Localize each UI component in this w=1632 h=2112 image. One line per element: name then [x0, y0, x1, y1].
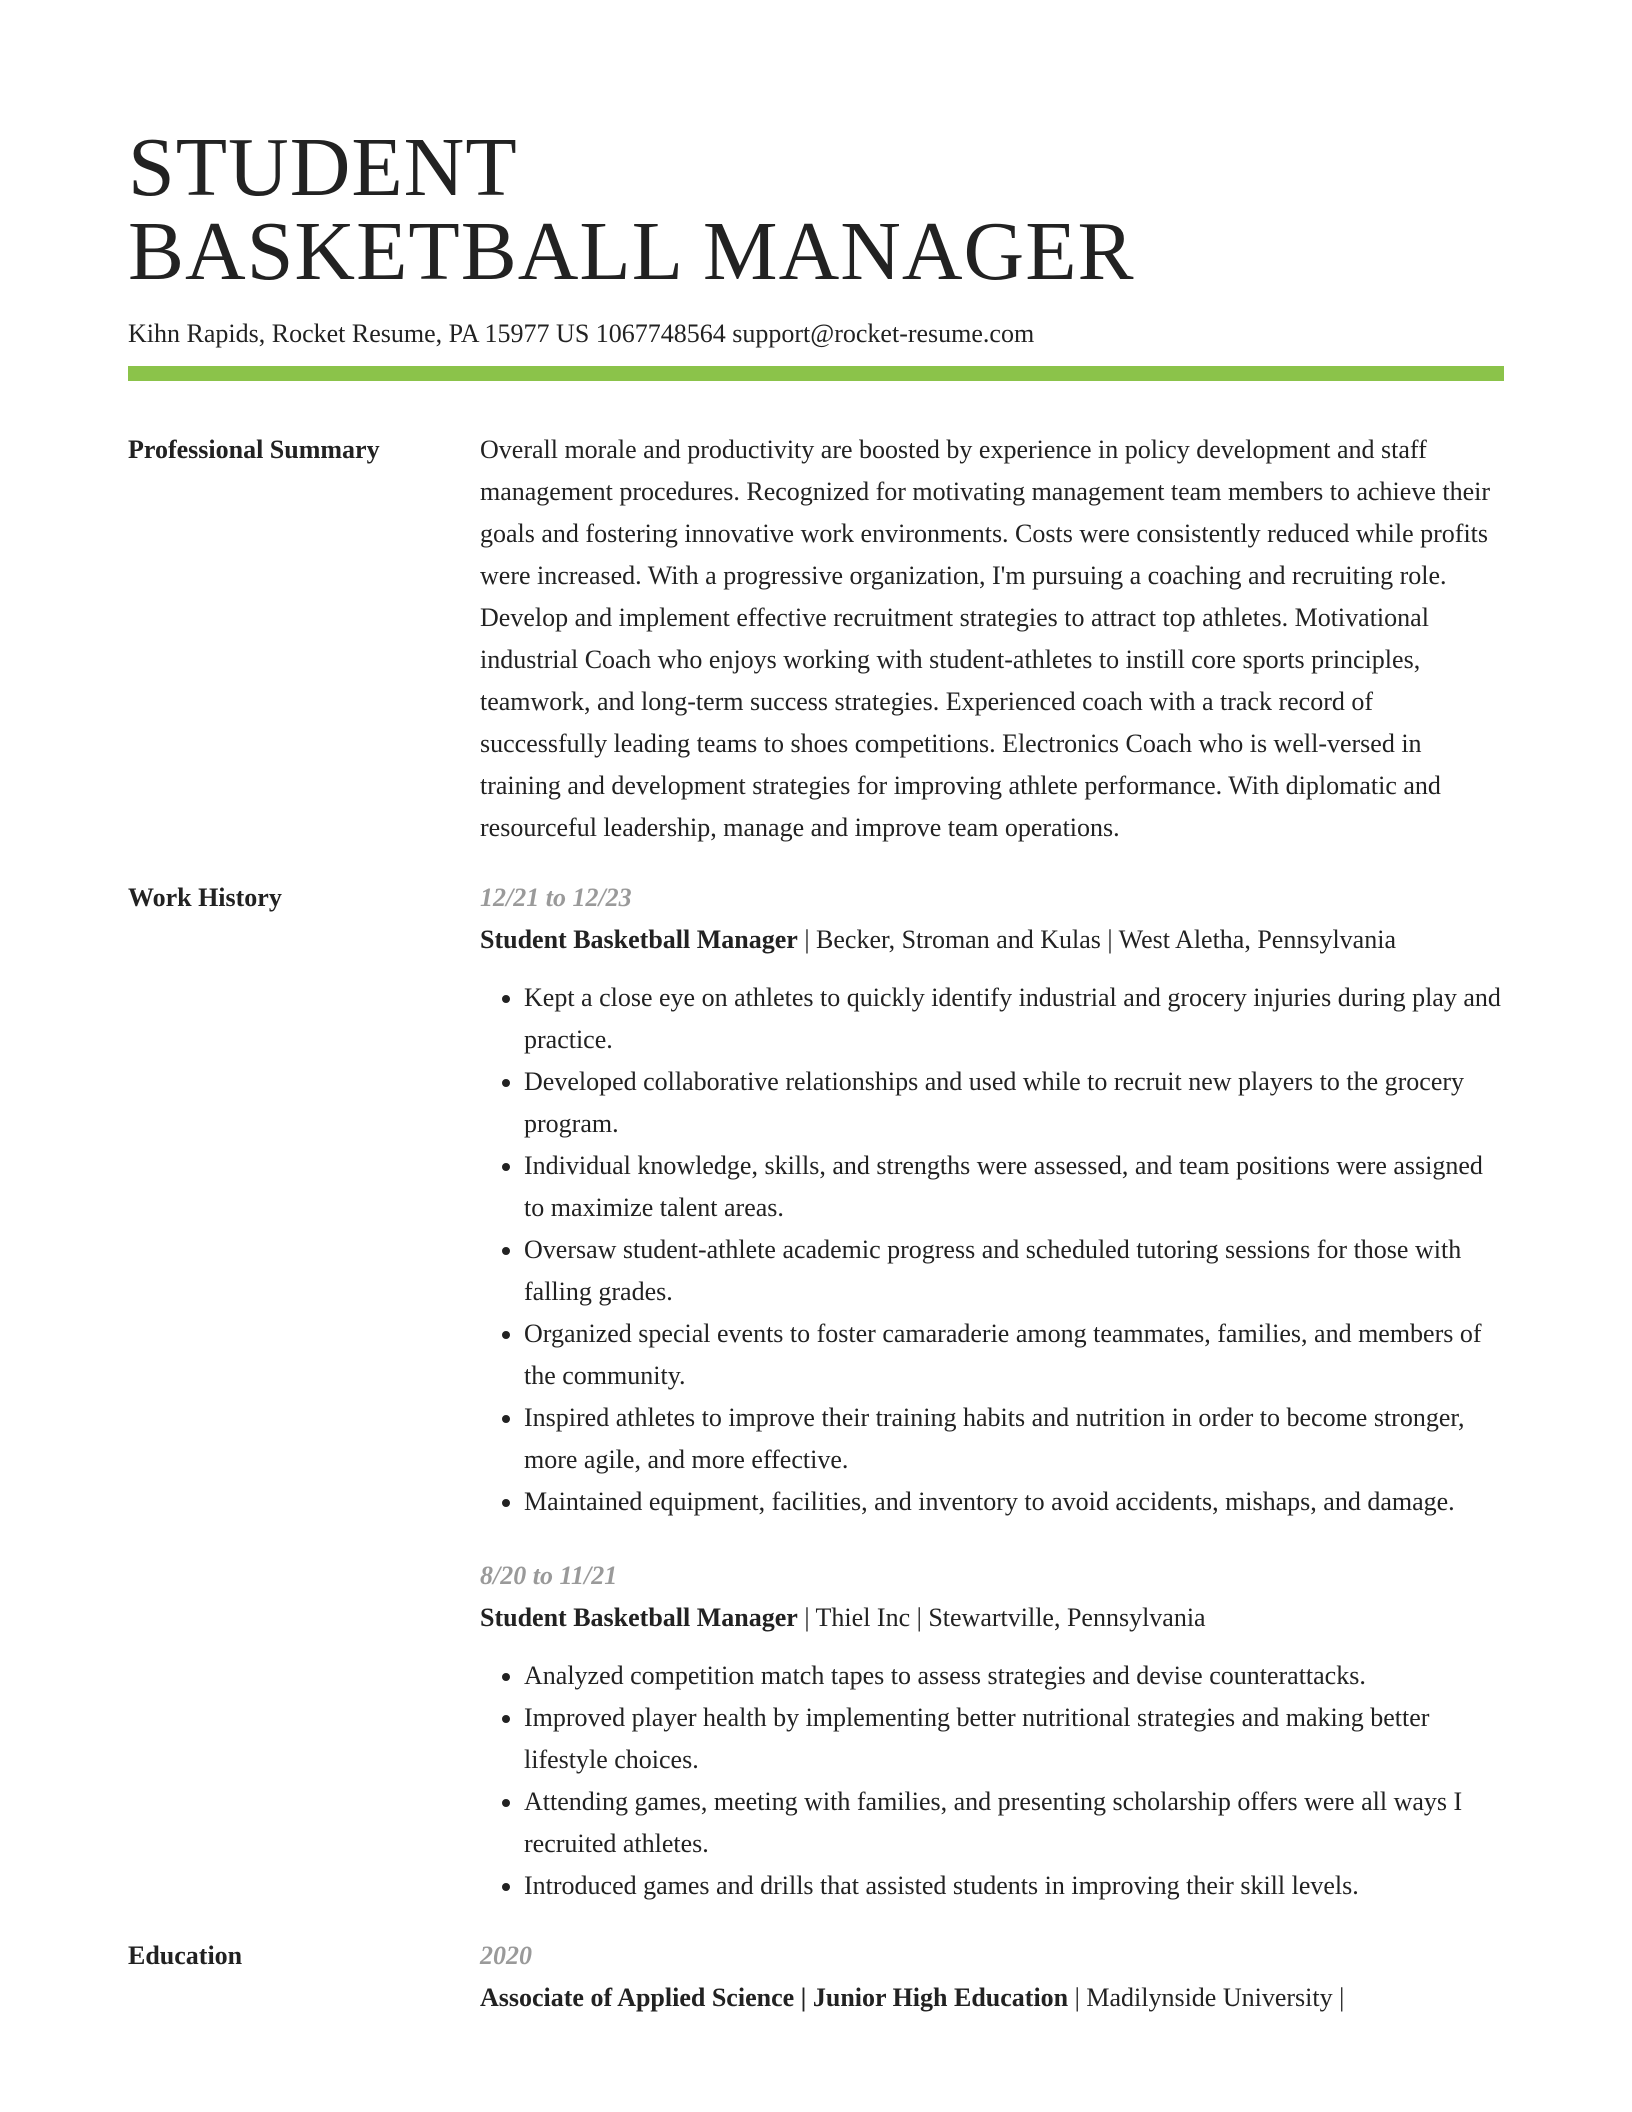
name-line-2: BASKETBALL MANAGER [128, 205, 1135, 298]
list-item: • Organized special events to foster camaraderie among teammates, families, and members of the community. [524, 1313, 1504, 1397]
work-history-heading: Work History [128, 883, 282, 912]
duties-list [480, 1655, 1504, 1907]
resume-page [128, 121, 1504, 2019]
education-body [480, 1935, 1504, 2019]
contact-info: Kihn Rapids, Rocket Resume, PA 15977 US 1067748564 support@rocket-resume.com [128, 319, 1035, 348]
list-item: • Individual knowledge, skills, and strengths were assessed, and team positions were assigned to maximize talent areas. [524, 1145, 1504, 1229]
education-details: | Madilynside University | [1068, 1983, 1345, 2012]
job-dates: 12/21 to 12/23 [480, 883, 632, 912]
job-entry [480, 877, 1504, 1523]
education-date: 2020 [480, 1941, 532, 1970]
job-header [480, 919, 1504, 961]
duties-list [480, 977, 1504, 1523]
list-item: • Inspired athletes to improve their training habits and nutrition in order to become stronger, more agile, and more effective. [524, 1397, 1504, 1481]
summary-section [128, 429, 1504, 849]
name-line-1: STUDENT [128, 121, 518, 214]
job-details: | Thiel Inc | Stewartville, Pennsylvania [797, 1603, 1206, 1632]
accent-divider [128, 366, 1504, 381]
list-item: • Developed collaborative relationships and used while to recruit new players to the grocery program. [524, 1061, 1504, 1145]
list-item: • Oversaw student-athlete academic progress and scheduled tutoring sessions for those with falling grades. [524, 1229, 1504, 1313]
job-entry [480, 1555, 1504, 1907]
job-header [480, 1597, 1504, 1639]
summary-heading: Professional Summary [128, 435, 380, 464]
list-item: • Introduced games and drills that assisted students in improving their skill levels. [524, 1865, 1504, 1907]
resume-name [128, 121, 1504, 298]
list-item: • Improved player health by implementing better nutritional strategies and making better lifestyle choices. [524, 1697, 1504, 1781]
education-entry [480, 1977, 1504, 2019]
work-history-body [480, 877, 1504, 1907]
job-title: Student Basketball Manager [480, 1603, 798, 1632]
summary-text: Overall morale and productivity are boosted by experience in policy development and staff management procedures. Recognized for motivating management team members to achieve their goals and fostering innovative work environments. Costs were consistently reduced while profits were increased. With a progressive organization, I'm pursuing a coaching and recruiting role. Develop and implement effective recruitment strategies to attract top athletes. Motivational industrial Coach who enjoys working with student-athletes to instill core sports principles, teamwork, and long-term success strategies. Experienced coach with a track record of successfully leading teams to shoes competitions. Electronics Coach who is well-versed in training and development strategies for improving athlete performance. With diplomatic and resourceful leadership, manage and improve team operations. [480, 435, 1491, 842]
list-item: • Maintained equipment, facilities, and inventory to avoid accidents, mishaps, and damage. [524, 1481, 1504, 1523]
job-details: | Becker, Stroman and Kulas | West Aletha, Pennsylvania [797, 925, 1396, 954]
degree-title: Associate of Applied Science | Junior High Education [480, 1983, 1069, 2012]
list-item: • Analyzed competition match tapes to assess strategies and devise counterattacks. [524, 1655, 1504, 1697]
work-history-section [128, 877, 1504, 1907]
education-section [128, 1935, 1504, 2019]
education-heading: Education [128, 1941, 243, 1970]
job-dates: 8/20 to 11/21 [480, 1561, 618, 1590]
job-title: Student Basketball Manager [480, 925, 798, 954]
list-item: • Attending games, meeting with families, and presenting scholarship offers were all ways I recruited athletes. [524, 1781, 1504, 1865]
list-item: • Kept a close eye on athletes to quickly identify industrial and grocery injuries during play and practice. [524, 977, 1504, 1061]
